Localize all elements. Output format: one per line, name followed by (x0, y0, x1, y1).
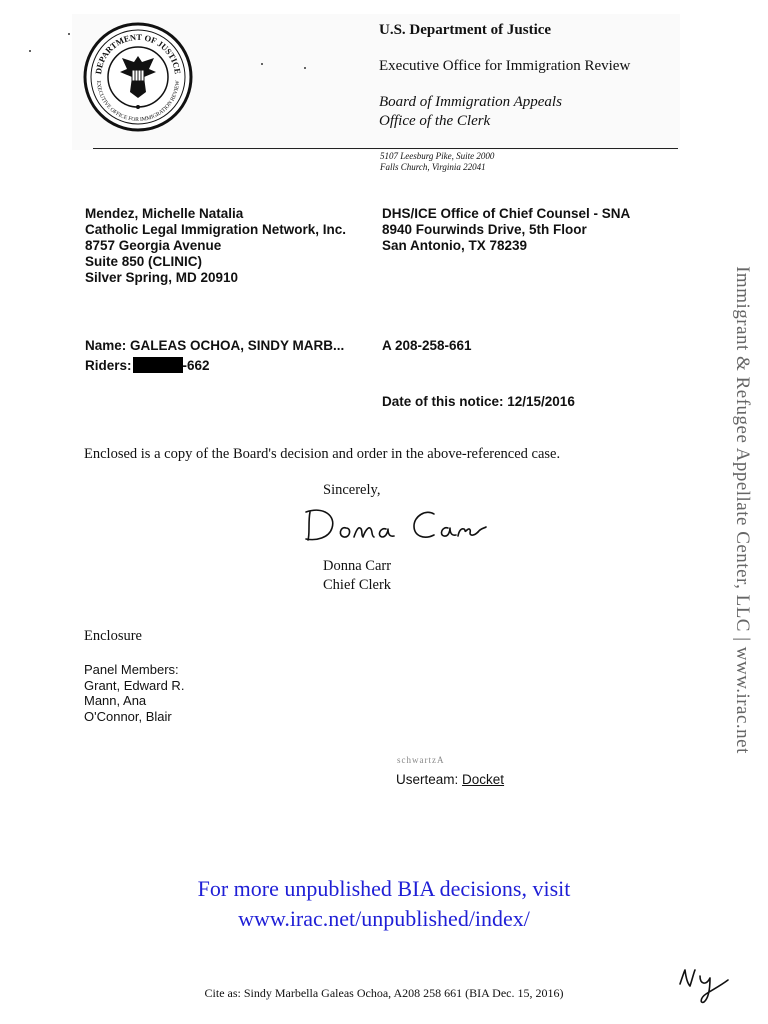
irac-watermark: Immigrant & Refugee Appellate Center, LLC | www.irac.net (732, 266, 753, 754)
panel-members (84, 662, 184, 724)
userteam-label: Userteam: (396, 772, 459, 787)
recipient-line: Suite 850 (CLINIC) (85, 254, 203, 269)
clerk-office-line: Office of the Clerk (379, 113, 491, 129)
counsel-line: 8940 Fourwinds Drive, 5th Floor (382, 222, 587, 237)
office-name: Executive Office for Immigration Review (379, 58, 631, 74)
panel-heading: Panel Members: (84, 662, 179, 677)
board-name (379, 93, 562, 131)
riders-line (85, 357, 210, 374)
user-scribble: schwartzA (397, 755, 445, 765)
counsel-line: San Antonio, TX 78239 (382, 238, 528, 253)
counsel-address (382, 206, 630, 254)
recipient-line: Mendez, Michelle Natalia (85, 206, 244, 221)
signer-title: Chief Clerk (323, 577, 392, 593)
signer-block (323, 557, 391, 595)
svg-text:DEPARTMENT OF JUSTICE: DEPARTMENT OF JUSTICE (93, 31, 183, 75)
respondent-name: Name: GALEAS OCHOA, SINDY MARB... (85, 338, 345, 353)
office-address (380, 151, 494, 173)
scan-speck (68, 33, 70, 35)
promo-line-1: For more unpublished BIA decisions, visit (197, 876, 571, 901)
doj-seal-icon (83, 22, 193, 132)
svg-text:EXECUTIVE OFFICE FOR IMMIGRATI: EXECUTIVE OFFICE FOR IMMIGRATION REVIEW (94, 80, 182, 124)
scan-speck (29, 50, 31, 52)
redaction-bar (133, 357, 183, 373)
recipient-line: 8757 Georgia Avenue (85, 238, 222, 253)
recipient-address (85, 206, 346, 286)
promo-link[interactable]: www.irac.net/unpublished/index/ (238, 906, 530, 931)
panel-member: Grant, Edward R. (84, 677, 185, 693)
board-line: Board of Immigration Appeals (379, 94, 562, 110)
notice-date: Date of this notice: 12/15/2016 (382, 394, 575, 409)
address-line-2: Falls Church, Virginia 22041 (380, 162, 486, 172)
citation: Cite as: Sindy Marbella Galeas Ochoa, A208 258 661 (BIA Dec. 15, 2016) (204, 986, 564, 1000)
recipient-line: Silver Spring, MD 20910 (85, 270, 239, 285)
userteam-value: Docket (462, 772, 505, 787)
recipient-line: Catholic Legal Immigration Network, Inc. (85, 222, 347, 237)
closing: Sincerely, (323, 482, 381, 498)
panel-member: Mann, Ana (84, 693, 147, 708)
counsel-line: DHS/ICE Office of Chief Counsel - SNA (382, 206, 631, 221)
handwritten-signature (302, 500, 492, 548)
address-line-1: 5107 Leesburg Pike, Suite 2000 (380, 151, 495, 161)
a-number: A 208-258-661 (382, 338, 472, 353)
letterhead-rule (93, 148, 678, 149)
scan-speck (261, 63, 263, 65)
enclosed-statement: Enclosed is a copy of the Board's decision and order in the above-referenced case. (84, 446, 561, 462)
agency-name: U.S. Department of Justice (379, 22, 552, 38)
panel-member: O'Connor, Blair (84, 708, 172, 724)
riders-label: Riders: (85, 358, 132, 373)
signer-name: Donna Carr (323, 558, 392, 574)
enclosure-label: Enclosure (84, 628, 142, 644)
riders-suffix: -662 (182, 358, 210, 373)
userteam-line (396, 772, 504, 787)
scan-speck (304, 67, 306, 69)
